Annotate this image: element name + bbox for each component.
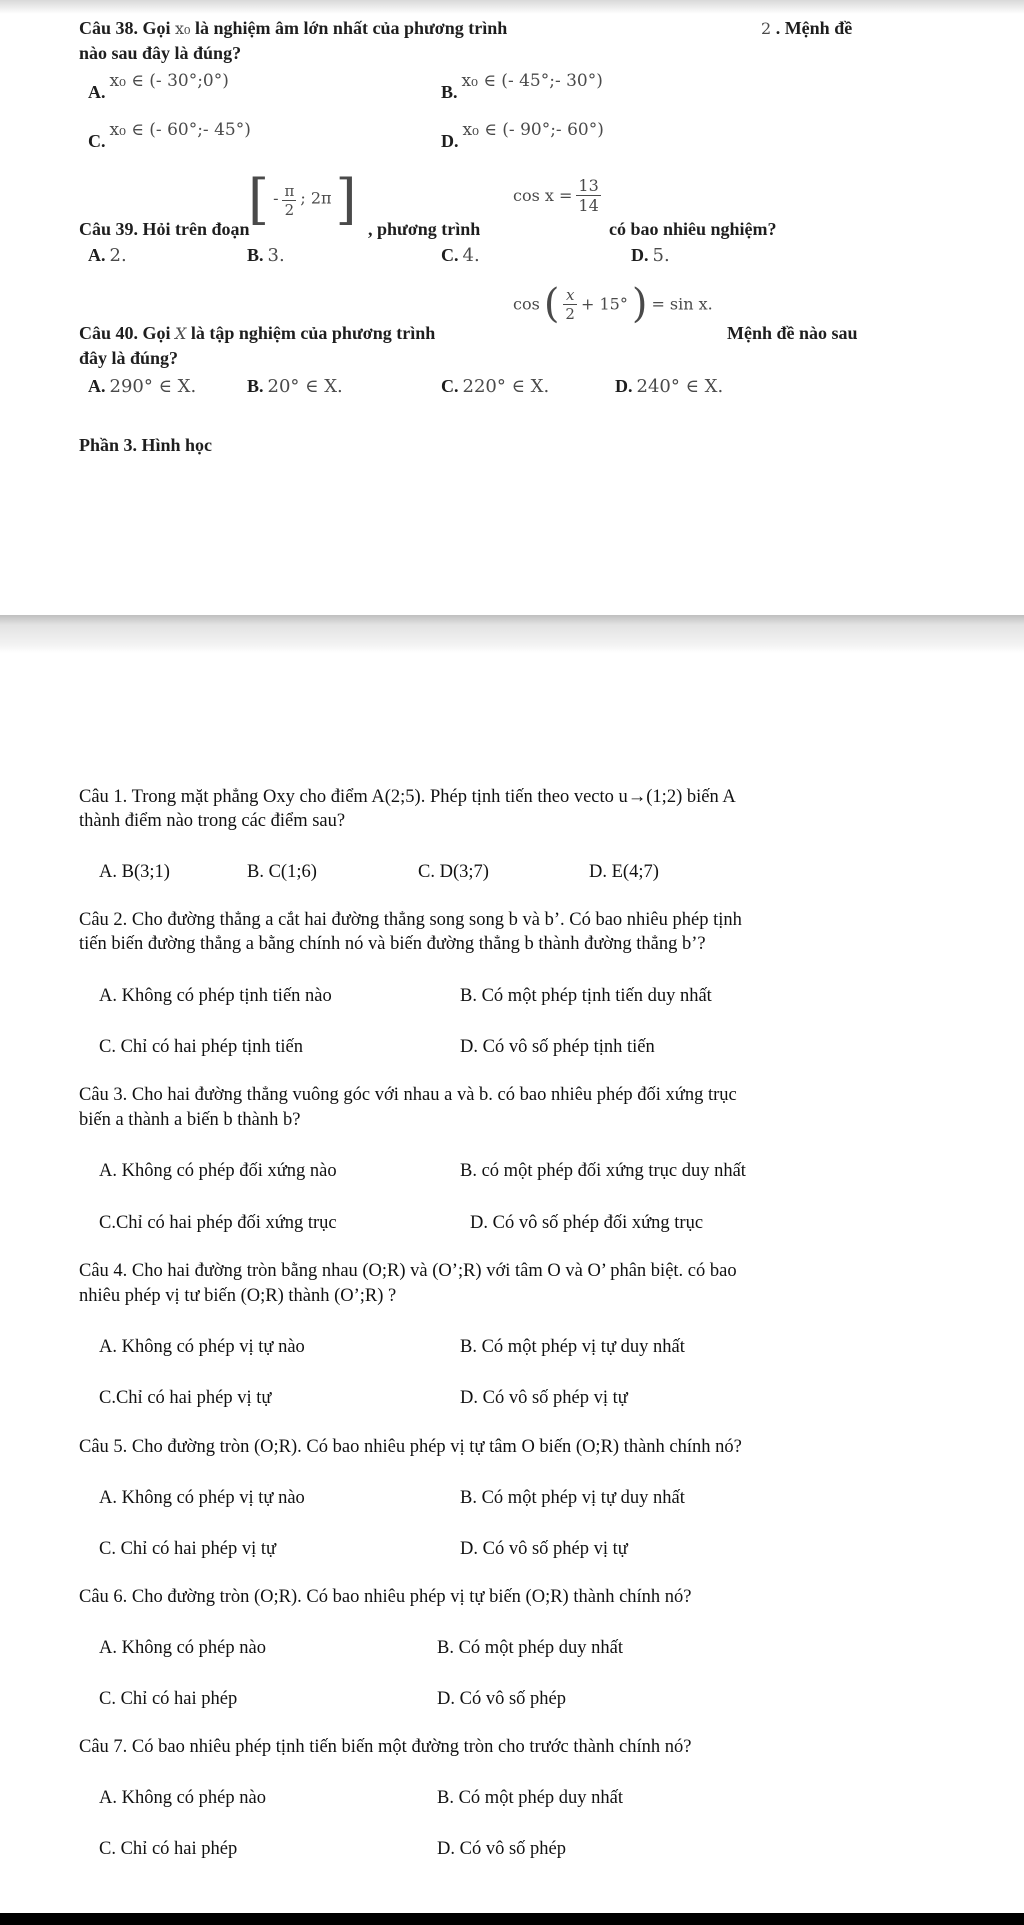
q39-eq-fraction	[576, 176, 600, 215]
q39-option-a-label: A.	[88, 245, 106, 265]
q38-option-b[interactable]	[441, 70, 603, 102]
q39-interval-fraction	[282, 182, 296, 219]
q3-option-a[interactable]: A. Không có phép đối xứng nào	[99, 1161, 337, 1181]
q38-option-a-label: A.	[88, 82, 106, 102]
q39-option-b-label: B.	[247, 245, 264, 265]
q40-option-b[interactable]	[247, 376, 343, 397]
q38-option-a[interactable]	[88, 70, 229, 102]
q39-option-a-value: 2.	[109, 245, 127, 266]
q40-option-d[interactable]	[615, 376, 723, 397]
q40-line2: đây là đúng?	[79, 348, 179, 368]
q39-option-d[interactable]	[631, 245, 670, 266]
q39-interval-right: ; 2π	[300, 188, 332, 208]
q39-option-d-label: D.	[631, 245, 649, 265]
q1-option-b[interactable]: B. C(1;6)	[247, 862, 317, 882]
q40-option-c-label: C.	[441, 376, 459, 396]
q39-option-d-value: 5.	[652, 245, 670, 266]
q2-option-c[interactable]: C. Chỉ có hai phép tịnh tiến	[99, 1037, 303, 1057]
q38-option-b-math: x₀ ∈ (- 45°;- 30°)	[461, 71, 603, 91]
q2-line1: Câu 2. Cho đường thẳng a cắt hai đường thẳng song song b và b’. Có bao nhiêu phép tịnh	[79, 910, 742, 930]
q39-eq-left: cos x =	[513, 186, 573, 205]
q39-option-c-label: C.	[441, 245, 459, 265]
q38-text: là nghiệm âm lớn nhất của phương trình	[194, 18, 508, 38]
q38-num: 2	[761, 19, 772, 38]
q4-option-b[interactable]: B. Có một phép vị tự duy nhất	[460, 1337, 685, 1357]
q40-prefix: Câu 40. Gọi	[79, 323, 171, 343]
q7-line1: Câu 7. Có bao nhiêu phép tịnh tiến biến một đường tròn cho trước thành chính nó?	[79, 1737, 692, 1757]
q40-text: là tập nghiệm của phương trình	[190, 323, 436, 343]
q4-option-a[interactable]: A. Không có phép vị tự nào	[99, 1337, 305, 1357]
q40-eq-rest: + 15°	[580, 294, 628, 314]
q40-option-b-label: B.	[247, 376, 264, 396]
q3-option-d[interactable]: D. Có vô số phép đối xứng trục	[470, 1213, 704, 1233]
q1-option-c[interactable]: C. D(3;7)	[418, 862, 489, 882]
q2-line2: tiến biến đường thẳng a bằng chính nó và biến đường thẳng b thành đường thẳng b’?	[79, 934, 706, 954]
q1-option-d[interactable]: D. E(4;7)	[589, 862, 659, 882]
q38-var: x₀	[175, 19, 191, 38]
q40-option-d-math: 240° ∈ X.	[636, 376, 724, 397]
q40-option-c[interactable]	[441, 376, 549, 397]
q38-option-d-label: D.	[441, 131, 459, 151]
q40-eq-fraction	[563, 286, 577, 323]
q6-option-b[interactable]: B. Có một phép duy nhất	[437, 1638, 624, 1658]
q40-var: X	[175, 324, 187, 343]
q4-line1: Câu 4. Cho hai đường tròn bằng nhau (O;R) và (O’;R) với tâm O và O’ phân biệt. có bao	[79, 1261, 737, 1281]
q6-option-d[interactable]: D. Có vô số phép	[437, 1689, 566, 1709]
q1-line1: Câu 1. Trong mặt phẳng Oxy cho điểm A(2;5). Phép tịnh tiến theo vecto u→(1;2) biến A	[79, 787, 736, 807]
q4-option-c[interactable]: C.Chỉ có hai phép vị tự	[99, 1388, 272, 1408]
q39-eq-denominator: 14	[578, 196, 599, 215]
q4-option-d[interactable]: D. Có vô số phép vị tự	[460, 1388, 628, 1408]
q39-option-c[interactable]	[441, 245, 480, 266]
q5-option-c[interactable]: C. Chỉ có hai phép vị tự	[99, 1539, 277, 1559]
q40-option-c-math: 220° ∈ X.	[462, 376, 550, 397]
q38-option-d-math: x₀ ∈ (- 90°;- 60°)	[462, 120, 604, 140]
q39-option-b[interactable]	[247, 245, 285, 266]
q39-mid: , phương trình	[368, 219, 481, 239]
top-edge-shadow	[0, 0, 1024, 14]
q6-line1: Câu 6. Cho đường tròn (O;R). Có bao nhiêu phép vị tự biến (O;R) thành chính nó?	[79, 1587, 692, 1607]
q39-option-c-value: 4.	[462, 245, 480, 266]
q39-option-a[interactable]	[88, 245, 127, 266]
section-heading: Phần 3. Hình học	[79, 435, 213, 455]
q40-option-a-math: 290° ∈ X.	[109, 376, 197, 397]
page-separator	[0, 615, 1024, 653]
q5-option-b[interactable]: B. Có một phép vị tự duy nhất	[460, 1488, 685, 1508]
q38-prefix: Câu 38. Gọi	[79, 18, 171, 38]
q3-line2: biến a thành a biến b thành b?	[79, 1110, 301, 1130]
q38-option-c[interactable]	[88, 119, 251, 151]
q38-option-d[interactable]	[441, 119, 604, 151]
q7-option-d[interactable]: D. Có vô số phép	[437, 1839, 566, 1859]
q39-interval-minus: -	[273, 188, 279, 208]
q2-option-d[interactable]: D. Có vô số phép tịnh tiến	[460, 1037, 655, 1057]
q40-eq-cos: cos	[513, 294, 540, 314]
q3-line1: Câu 3. Cho hai đường thẳng vuông góc với nhau a và b. có bao nhiêu phép đối xứng trục	[79, 1085, 737, 1105]
q2-option-b[interactable]: B. Có một phép tịnh tiến duy nhất	[460, 986, 712, 1006]
q40-eq-numerator: x	[563, 286, 577, 305]
q38-option-a-math: x₀ ∈ (- 30°;0°)	[109, 71, 229, 91]
q7-option-b[interactable]: B. Có một phép duy nhất	[437, 1788, 624, 1808]
q39-interval-denominator: 2	[284, 200, 295, 219]
q5-option-a[interactable]: A. Không có phép vị tự nào	[99, 1488, 305, 1508]
q40-option-d-label: D.	[615, 376, 633, 396]
q40-line1	[79, 323, 435, 344]
q5-option-d[interactable]: D. Có vô số phép vị tự	[460, 1539, 628, 1559]
q39-equation	[513, 176, 601, 215]
q40-option-b-math: 20° ∈ X.	[267, 376, 343, 397]
q4-line2: nhiêu phép vị tư biến (O;R) thành (O’;R) ?	[79, 1286, 397, 1306]
q5-line1: Câu 5. Cho đường tròn (O;R). Có bao nhiêu phép vị tự tâm O biến (O;R) thành chính nó?	[79, 1437, 742, 1457]
q6-option-c[interactable]: C. Chỉ có hai phép	[99, 1689, 238, 1709]
q1-option-a[interactable]: A. B(3;1)	[99, 862, 170, 882]
q39-suffix: có bao nhiêu nghiệm?	[609, 219, 777, 239]
q38-line2: nào sau đây là đúng?	[79, 43, 242, 63]
q7-option-a[interactable]: A. Không có phép nào	[99, 1788, 266, 1808]
q38-line1	[79, 18, 507, 39]
q38-option-c-label: C.	[88, 131, 106, 151]
q40-eq-right: = sin x.	[651, 294, 713, 314]
q39-prefix: Câu 39. Hỏi trên đoạn	[79, 219, 250, 239]
bottom-bar	[0, 1913, 1024, 1925]
q40-eq-denominator: 2	[565, 304, 575, 323]
q38-suffix: . Mệnh đề	[775, 18, 853, 38]
q39-eq-numerator: 13	[578, 176, 599, 195]
q6-option-a[interactable]: A. Không có phép nào	[99, 1638, 266, 1658]
q40-option-a[interactable]	[88, 376, 196, 397]
q38-line1-end	[761, 18, 852, 39]
q38-option-c-math: x₀ ∈ (- 60°;- 45°)	[109, 120, 251, 140]
q7-option-c[interactable]: C. Chỉ có hai phép	[99, 1839, 238, 1859]
q39-interval-numerator: π	[284, 181, 295, 200]
q3-option-c[interactable]: C.Chỉ có hai phép đối xứng trục	[99, 1213, 337, 1233]
q39-interval: [ - $\frac{\pi}{2}$ ; 2π ]	[248, 168, 357, 231]
q2-option-a[interactable]: A. Không có phép tịnh tiến nào	[99, 986, 332, 1006]
q40-equation: cos ( $\frac{x}{2}$ + 15° ) = sin x.	[513, 281, 713, 327]
q3-option-b[interactable]: B. có một phép đối xứng trục duy nhất	[460, 1161, 746, 1181]
q1-line2: thành điểm nào trong các điểm sau?	[79, 811, 346, 831]
q39-option-b-value: 3.	[267, 245, 285, 266]
q40-option-a-label: A.	[88, 376, 106, 396]
q40-suffix: Mệnh đề nào sau	[727, 323, 858, 343]
q38-option-b-label: B.	[441, 82, 458, 102]
